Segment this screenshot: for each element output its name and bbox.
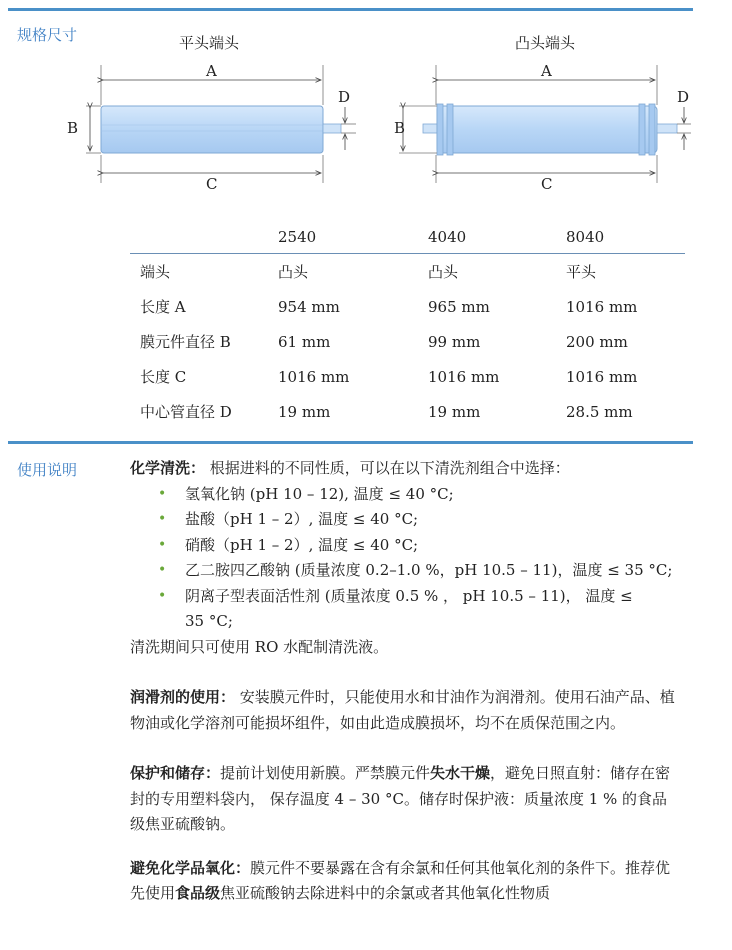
bullet-icon: • <box>158 562 167 578</box>
flat-label-c: C <box>206 175 218 193</box>
left-tube <box>423 124 437 133</box>
table-cell: 99 mm <box>428 332 481 351</box>
bullet-icon: • <box>158 587 167 604</box>
flat-label-a: A <box>206 62 217 80</box>
table-cell: 长度 A <box>140 298 186 316</box>
spec-section-label: 规格尺寸 <box>17 26 78 44</box>
table-cell: 中心管直径 D <box>140 403 232 421</box>
flat-label-d: D <box>338 88 351 106</box>
ring-right-1 <box>639 104 645 155</box>
oxidation-bold: 食品级 <box>175 884 221 902</box>
spec-table <box>130 221 685 429</box>
top-divider <box>8 8 693 11</box>
table-cell: 1016 mm <box>566 297 638 316</box>
lubricant-paragraph <box>130 685 682 736</box>
flat-end-caption: 平头端头 <box>179 34 240 52</box>
ring-left-1 <box>437 104 443 155</box>
right-tube <box>657 124 677 133</box>
table-row <box>130 359 685 394</box>
table-cell: 膜元件直径 B <box>140 333 231 351</box>
table-header-cell: 8040 <box>566 221 685 254</box>
table-cell: 19 mm <box>278 402 331 421</box>
table-cell: 954 mm <box>278 297 340 316</box>
table-cell: 28.5 mm <box>566 402 633 421</box>
membrane-body <box>437 106 657 153</box>
lubricant-text: 安装膜元件时，只能使用水和甘油作为润滑剂。使用石油产品、植物油或化学溶剂可能损坏组件，如由此造成膜损坏，均不在质保范围之内。 <box>130 688 675 732</box>
table-cell: 965 mm <box>428 297 490 316</box>
table-cell: 1016 mm <box>428 367 500 386</box>
raised-label-c: C <box>541 175 553 193</box>
usage-content <box>130 456 682 907</box>
storage-title: 保护和储存： <box>130 764 221 782</box>
ring-right-2 <box>649 104 655 155</box>
table-header-row <box>130 221 685 254</box>
bullet-icon: • <box>158 511 167 527</box>
cleaning-paragraph <box>130 456 682 482</box>
list-item: • 氢氧化钠 (pH 10 – 12), 温度 ≤ 40 °C; <box>130 482 682 508</box>
ring-left-2 <box>447 104 453 155</box>
flat-label-b: B <box>67 119 79 137</box>
table-row <box>130 254 685 290</box>
raised-label-a: A <box>541 62 552 80</box>
table-header-cell: 4040 <box>428 221 566 254</box>
table-cell: 1016 mm <box>566 367 638 386</box>
membrane-body <box>101 106 323 153</box>
cleaning-title: 化学清洗： <box>130 459 206 477</box>
raised-label-b: B <box>394 119 406 137</box>
table-cell: 200 mm <box>566 332 628 351</box>
oxidation-title: 避免化学品氧化： <box>130 858 251 877</box>
table-header-cell: 2540 <box>278 221 428 254</box>
table-header-cell <box>130 221 278 254</box>
section-divider <box>8 441 693 444</box>
table-cell: 凸头 <box>278 263 309 281</box>
table-cell: 凸头 <box>428 263 459 281</box>
table-row <box>130 289 685 324</box>
table-cell: 长度 C <box>140 368 187 386</box>
cleaning-list <box>130 482 682 635</box>
table-cell: 1016 mm <box>278 367 350 386</box>
storage-bold: 失水干燥 <box>430 764 491 782</box>
table-cell: 平头 <box>566 263 597 281</box>
list-item: • 阴离子型表面活性剂 (质量浓度 0.5 % ， pH 10.5 – 11)， 温度 ≤ 35 °C; <box>130 584 682 635</box>
table-cell: 19 mm <box>428 402 481 421</box>
bullet-icon: • <box>158 485 167 502</box>
usage-section-label: 使用说明 <box>17 461 78 479</box>
center-tube <box>323 124 341 133</box>
raised-label-d: D <box>677 88 690 106</box>
list-item: • 乙二胺四乙酸钠 (质量浓度 0.2–1.0 %，pH 10.5 – 11)，温度 ≤ 35 °C; <box>130 558 682 584</box>
cleaning-note: 清洗期间只可使用 RO 水配制清洗液。 <box>130 637 389 656</box>
table-row <box>130 394 685 429</box>
list-item: • 硝酸（pH 1 – 2）, 温度 ≤ 40 °C; <box>130 533 682 559</box>
cleaning-intro: 根据进料的不同性质，可以在以下清洗剂组合中选择： <box>205 459 570 477</box>
list-item: • 盐酸（pH 1 – 2）, 温度 ≤ 40 °C; <box>130 507 682 533</box>
storage-paragraph: 保护和储存：提前计划使用新膜。严禁膜元件失水干燥，避免日照直射：储存在密封的专用塑料袋内， 保存温度 4 – 30 °C。储存时保护液：质量浓度 1 % 的食品级焦亚硫酸钠。 <box>130 764 671 833</box>
table-cell: 61 mm <box>278 332 331 351</box>
lubricant-title: 润滑剂的使用： <box>130 688 236 706</box>
oxidation-paragraph: 避免化学品氧化：膜元件不要暴露在含有余氯和任何其他氧化剂的条件下。推荐优先使用食品级焦亚硫酸钠去除进料中的余氯或者其他氧化性物质 <box>130 858 671 902</box>
table-row <box>130 324 685 359</box>
raised-end-caption: 凸头端头 <box>515 34 576 52</box>
table-cell: 端头 <box>140 263 171 281</box>
bullet-icon: • <box>158 536 167 553</box>
